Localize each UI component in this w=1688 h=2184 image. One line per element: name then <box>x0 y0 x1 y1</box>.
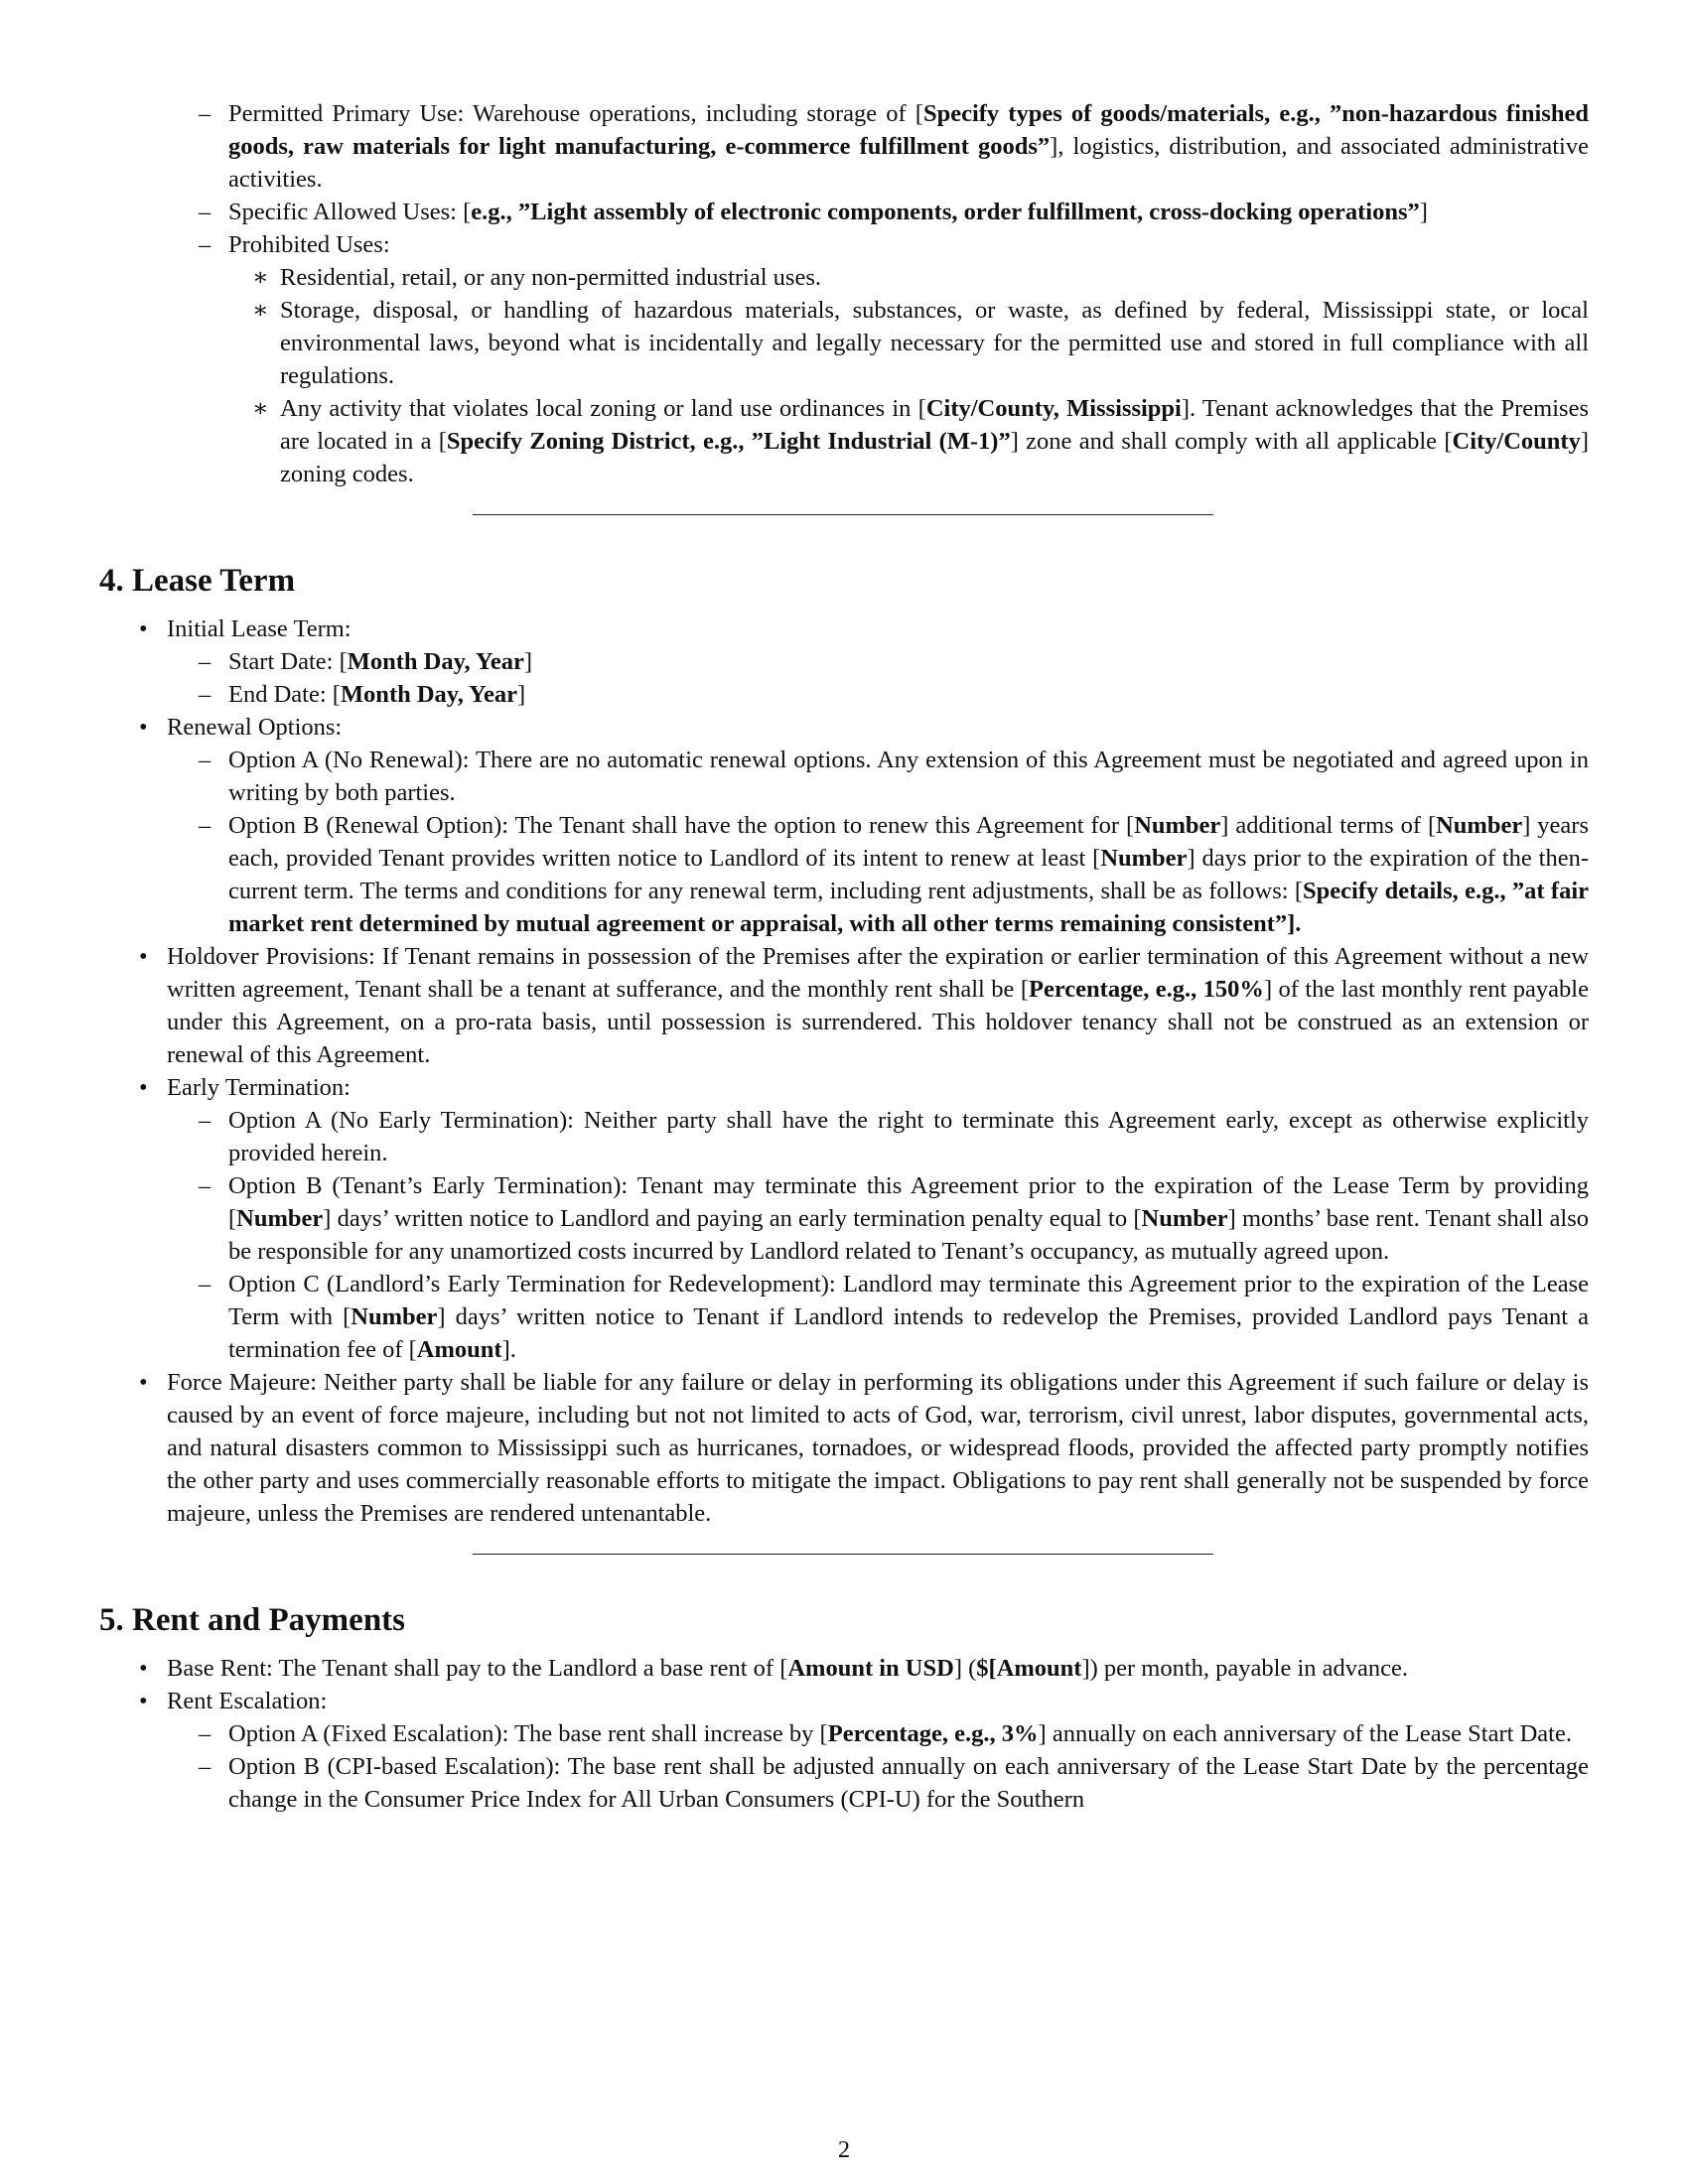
list-item-renewal-a: – Option A (No Renewal): There are no automatic renewal options. Any extension of this Agreement must be negotiated and agreed upon in writing by both parties. <box>99 744 1589 809</box>
list-item-initial-term: • Initial Lease Term: <box>99 613 1589 645</box>
bullet-marker: • <box>139 1688 148 1714</box>
list-item-start-date: – Start Date: [Month Day, Year] <box>99 645 1589 678</box>
list-item-prohibited-3: ∗ Any activity that violates local zoning or land use ordinances in [City/County, Mississippi]. Tenant acknowledges that the Premises are located in a [Specify Zoning District, e.g., ”Light Industrial (M-1)”] zone and shall comply with all applicable [City/County] zoning codes. <box>99 392 1589 490</box>
section-heading-lease-term: 4. Lease Term <box>99 563 296 599</box>
page-number: 2 <box>837 2136 851 2163</box>
dash-marker: – <box>199 681 211 708</box>
list-item-escalation-a: – Option A (Fixed Escalation): The base rent shall increase by [Percentage, e.g., 3%] annually on each anniversary of the Lease Start Date. <box>99 1717 1589 1750</box>
bullet-marker: • <box>139 1369 148 1396</box>
list-item-prohibited-1: ∗ Residential, retail, or any non-permitted industrial uses. <box>99 261 1589 294</box>
list-item-renewal-options: • Renewal Options: <box>99 711 1589 744</box>
list-item-specific-uses: – Specific Allowed Uses: [e.g., ”Light assembly of electronic components, order fulfillment, cross-docking operations”] <box>99 196 1589 228</box>
bullet-marker: • <box>139 943 148 970</box>
dash-marker: – <box>199 100 211 127</box>
star-marker: ∗ <box>252 395 269 422</box>
list-item-early-termination: • Early Termination: <box>99 1071 1589 1104</box>
dash-marker: – <box>199 1271 211 1297</box>
bullet-marker: • <box>139 714 148 741</box>
dash-marker: – <box>199 812 211 839</box>
star-marker: ∗ <box>252 297 269 324</box>
list-item-end-date: – End Date: [Month Day, Year] <box>99 678 1589 711</box>
dash-marker: – <box>199 1172 211 1199</box>
dash-marker: – <box>199 747 211 773</box>
list-item-early-c: – Option C (Landlord’s Early Termination for Redevelopment): Landlord may terminate this Agreement prior to the expiration of the Lease Term with [Number] days’ written notice to Tenant if Landlord intends to redevelop the Premises, provided Landlord pays Tenant a termination fee of [Amount]. <box>99 1268 1589 1366</box>
bullet-marker: • <box>139 1074 148 1101</box>
bullet-marker: • <box>139 615 148 642</box>
list-item-primary-use: – Permitted Primary Use: Warehouse operations, including storage of [Specify types of goods/materials, e.g., ”non-hazardous finished goods, raw materials for light manufacturing, e-commerce fulfillment goods”], logistics, distribution, and associated administrative activities. <box>99 97 1589 196</box>
dash-marker: – <box>199 648 211 675</box>
list-item-escalation-b: – Option B (CPI-based Escalation): The base rent shall be adjusted annually on each anniversary of the Lease Start Date by the percentage change in the Consumer Price Index for All Urban Consumers (CPI-U) for the Southern <box>99 1750 1589 1816</box>
section-heading-rent: 5. Rent and Payments <box>99 1602 406 1638</box>
list-item-early-b: – Option B (Tenant’s Early Termination): Tenant may terminate this Agreement prior to the expiration of the Lease Term by providing [Number] days’ written notice to Landlord and paying an early termination penalty equal to [Number] months’ base rent. Tenant shall also be responsible for any unamortized costs incurred by Landlord related to Tenant’s occupancy, as mutually agreed upon. <box>99 1169 1589 1268</box>
dash-marker: – <box>199 231 211 258</box>
list-item-rent-escalation: • Rent Escalation: <box>99 1685 1589 1717</box>
list-item-prohibited-uses: – Prohibited Uses: <box>99 228 1589 261</box>
list-item-prohibited-2: ∗ Storage, disposal, or handling of hazardous materials, substances, or waste, as defined by federal, Mississippi state, or local environmental laws, beyond what is incidentally and legally necessary for the permitted use and stored in full compliance with all regulations. <box>99 294 1589 392</box>
star-marker: ∗ <box>252 264 269 291</box>
list-item-base-rent: • Base Rent: The Tenant shall pay to the Landlord a base rent of [Amount in USD] ($[Amount]) per month, payable in advance. <box>99 1652 1589 1685</box>
list-item-holdover: • Holdover Provisions: If Tenant remains in possession of the Premises after the expiration or earlier termination of this Agreement without a new written agreement, Tenant shall be a tenant at sufferance, and the monthly rent shall be [Percentage, e.g., 150%] of the last monthly rent payable under this Agreement, on a pro-rata basis, until possession is surrendered. This holdover tenancy shall not be construed as an extension or renewal of this Agreement. <box>99 940 1589 1071</box>
bullet-marker: • <box>139 1655 148 1682</box>
document-body <box>99 97 1589 1816</box>
section-divider <box>473 514 1213 515</box>
section-divider <box>473 1554 1213 1555</box>
list-item-force-majeure: • Force Majeure: Neither party shall be liable for any failure or delay in performing its obligations under this Agreement if such failure or delay is caused by an event of force majeure, including but not not limited to acts of God, war, terrorism, civil unrest, labor disputes, governmental acts, and natural disasters common to Mississippi such as hurricanes, tornadoes, or widespread floods, provided the affected party promptly notifies the other party and uses commercially reasonable efforts to mitigate the impact. Obligations to pay rent shall generally not be suspended by force majeure, unless the Premises are rendered untenantable. <box>99 1366 1589 1530</box>
dash-marker: – <box>199 199 211 225</box>
list-item-early-a: – Option A (No Early Termination): Neither party shall have the right to terminate this Agreement early, except as otherwise explicitly provided herein. <box>99 1104 1589 1169</box>
dash-marker: – <box>199 1720 211 1747</box>
list-item-renewal-b: – Option B (Renewal Option): The Tenant shall have the option to renew this Agreement for [Number] additional terms of [Number] years each, provided Tenant provides written notice to Landlord of its intent to renew at least [Number] days prior to the expiration of the then-current term. The terms and conditions for any renewal term, including rent adjustments, shall be as follows: [Specify details, e.g., ”at fair market rent determined by mutual agreement or appraisal, with all other terms remaining consistent”]. <box>99 809 1589 940</box>
dash-marker: – <box>199 1753 211 1780</box>
dash-marker: – <box>199 1107 211 1134</box>
